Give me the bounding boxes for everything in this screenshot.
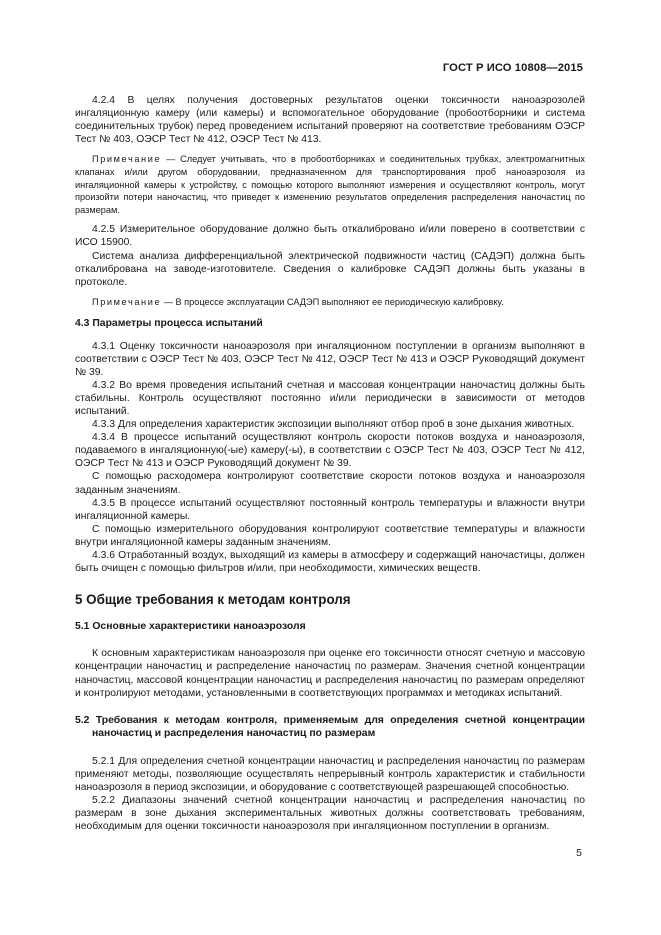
paragraph-4-2-5: 4.2.5 Измерительное оборудование должно быть откалибровано и/или поверено в соответствии с ИСО 15900. xyxy=(75,224,585,249)
section-heading-5: 5 Общие требования к методам контроля xyxy=(75,592,351,608)
page-number: 5 xyxy=(576,847,582,859)
note-2-text: — В процессе эксплуатации САДЭП выполняют ее периодическую калибровку. xyxy=(161,296,504,307)
note-label: Примечание xyxy=(92,154,162,165)
section-heading-4-3: 4.3 Параметры процесса испытаний xyxy=(75,318,263,330)
note-1-text: — Следует учитывать, что в пробоотборниках и соединительных трубках, электромагнитных клапанах и/или другом оборудовании, предназначенном для транспортирования проб наноаэрозоля из ингаляционной камеры к устройству, с помощью которого выполняют измерения и осуществляют контроль, могут произойти потери наночастиц, что приведет к изменению результатов определения распределения наночастиц по размерам. xyxy=(75,154,585,215)
paragraph-4-3-5-b: С помощью измерительного оборудования контролируют соответствие температуры и влажности внутри ингаляционной камеры заданным значениям. xyxy=(75,523,585,548)
paragraph-4-3-1: 4.3.1 Оценку токсичности наноаэрозоля при ингаляционном поступлении в организм выполняют в соответствии с ОЭСР Тест № 403, ОЭСР Тест № 412, ОЭСР Тест № 413 и ОЭСР Руководящий документ № 39. xyxy=(75,340,585,378)
paragraph-4-3-3: 4.3.3 Для определения характеристик экспозиции выполняют отбор проб в зоне дыхания животных. xyxy=(92,419,575,431)
paragraph-4-3-5: 4.3.5 В процессе испытаний осуществляют постоянный контроль температуры и влажности внутри ингаляционной камеры. xyxy=(75,497,585,522)
standard-header: ГОСТ Р ИСО 10808—2015 xyxy=(442,62,583,74)
paragraph-4-2-5-b: Система анализа дифференциальной электрической подвижности частиц (САДЭП) должна быть откалибрована на заводе-изготовителе. Сведения о калибровке САДЭП должны быть указаны в протоколе. xyxy=(75,250,585,288)
paragraph-4-3-4: 4.3.4 В процессе испытаний осуществляют контроль скорости потоков воздуха и наноаэрозоля, подаваемого в ингаляционную(-ые) камеру(-ы), в соответствии с ОЭСР Тест № 403, ОЭСР Тест № 412, ОЭСР Тест № 413 и ОЭСР Руководящий документ № 39. xyxy=(75,432,585,470)
paragraph-4-3-4-b: С помощью расходомера контролируют соответствие скорости потоков воздуха и наноаэрозоля заданным значениям. xyxy=(75,471,585,496)
paragraph-4-3-2: 4.3.2 Во время проведения испытаний счетная и массовая концентрации наночастиц должны быть стабильны. Контроль осуществляют постоянно и/или периодически в зависимости от методов испытаний. xyxy=(75,379,585,417)
note-label: Примечание xyxy=(92,296,162,307)
note-2 xyxy=(75,296,585,309)
paragraph-4-3-6: 4.3.6 Отработанный воздух, выходящий из камеры в атмосферу и содержащий наночастицы, должен быть очищен с помощью фильтров и/или, при необходимости, химических веществ. xyxy=(75,550,585,575)
paragraph-5-2-2: 5.2.2 Диапазоны значений счетной концентрации наночастиц и распределения наночастиц по размерам в зоне дыхания экспериментальных животных должны соответствовать требованиям, необходимым для оценки токсичности наноаэрозоля при ингаляционном поступлении в организм. xyxy=(75,794,585,833)
paragraph-5-2-1: 5.2.1 Для определения счетной концентрации наночастиц и распределения наночастиц по размерам применяют методы, позволяющие осуществлять непрерывный контроль характеристик и стабильности наноаэрозоля в период экспозиции, и оборудование с соответствующей разрешающей способностью. xyxy=(75,755,585,793)
paragraph-4-2-4: 4.2.4 В целях получения достоверных результатов оценки токсичности наноаэрозолей ингаляционную камеру (или камеры) и вспомогательное оборудование (пробоотборники и система соединительных трубок) перед проведением испытаний проверяют на соответствие требованиям ОЭСР Тест № 403, ОЭСР Тест № 412, ОЭСР Тест № 413. xyxy=(75,95,585,146)
note-1 xyxy=(75,153,585,216)
page-content xyxy=(75,94,585,833)
section-heading-5-1: 5.1 Основные характеристики наноаэрозоля xyxy=(75,621,306,633)
section-heading-5-2: 5.2 Требования к методам контроля, применяемым для определения счетной концентрации наночастиц и распределения наночастиц по размерам xyxy=(75,714,585,740)
paragraph-5-1: К основным характеристикам наноаэрозоля при оценке его токсичности относят счетную и массовую концентрации наночастиц и распределение наночастиц по размерам. Значения счетной концентрации наночастиц, массовой концентрации наночастиц и распределения наночастиц по размерам определяют и контролируют методами, установленными в соответствующих программах и методиках испытаний. xyxy=(75,648,585,699)
